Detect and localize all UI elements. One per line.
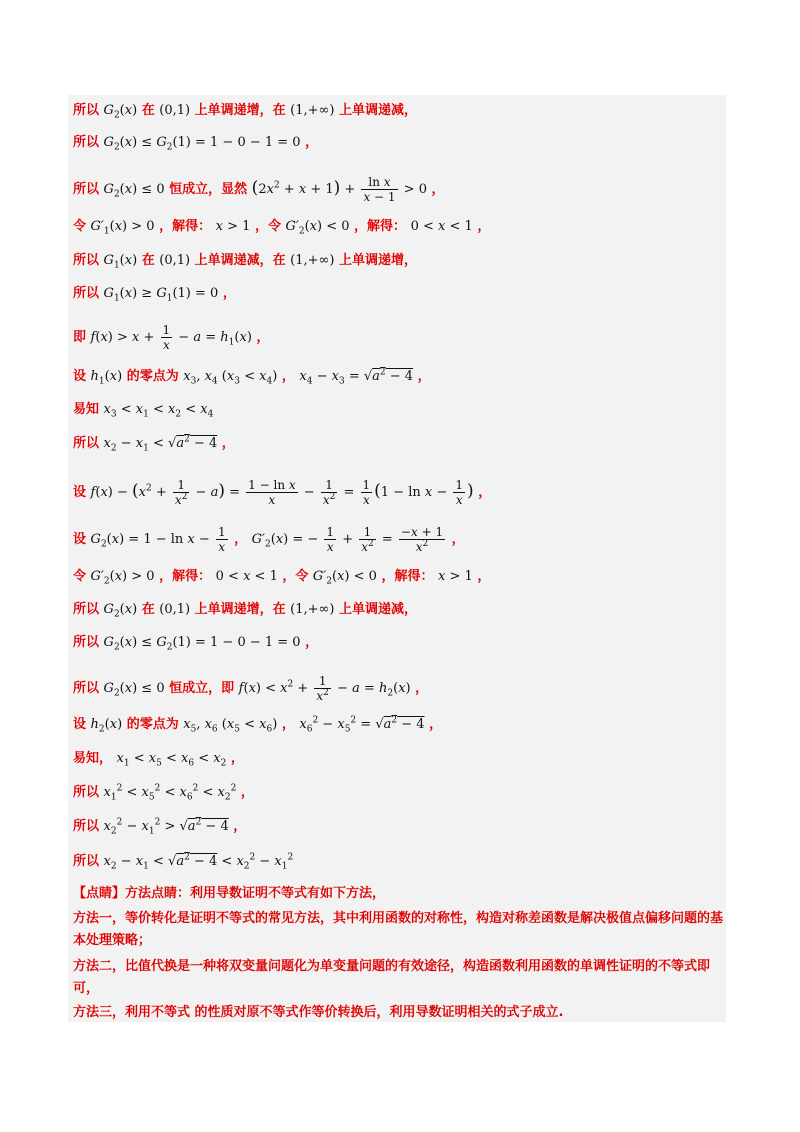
- line-18: [73, 750, 244, 768]
- math: $x_4 - x_3 = √a^2 - 4$: [299, 367, 414, 387]
- line-20: [73, 818, 246, 836]
- text: 上单调递减，: [338, 602, 417, 617]
- text: 恒成立，即: [169, 681, 235, 696]
- text: 上单调递减，在: [194, 253, 286, 268]
- text: 的零点为: [126, 717, 179, 732]
- line-3: [73, 175, 445, 204]
- math: $G'_2(x)$ = − $\frac{1}{x}$ + $\frac{1}{x^2}$ = $\frac{-x + 1}{x^2}$: [251, 525, 444, 554]
- math: f(x) > x + $\frac{1}{x}$ − $a = h_1(x)$: [90, 323, 252, 352]
- line-2: [73, 134, 318, 152]
- math: $h_1(x)$: [90, 369, 123, 387]
- text: ，: [221, 436, 235, 451]
- line-8: [73, 368, 431, 386]
- math: (0,1): [159, 602, 191, 617]
- line-7: [73, 323, 269, 352]
- math: $G_2(x) \le 0$: [103, 681, 165, 699]
- math: $G'_1(x) > 0$: [90, 219, 155, 237]
- comment-heading: 【点睛】方法点睛：利用导数证明不等式有如下方法，: [73, 886, 386, 901]
- line-14: [73, 601, 417, 619]
- text: ，: [256, 330, 270, 345]
- math: $f(x) - (x^2$ + $\frac{1}{x^2}$ − a) = $\frac{\text{1 − ln x}}{x}$ − $\frac{1}{x^2}$ = $\frac{1}{x}$ (1 − ln x − $\frac{1}{x}$ ): [90, 478, 474, 507]
- text: 所以: [73, 436, 100, 451]
- text: 在: [141, 602, 155, 617]
- text: ，: [417, 369, 431, 384]
- text: ，令: [282, 569, 309, 584]
- text: 所以: [73, 253, 100, 268]
- math: $(2x^2 + x + 1)$ + $\frac{\text{ln x}}{x - 1}$ > 0: [251, 175, 427, 204]
- line-13: [73, 568, 490, 586]
- math: $G_2(x)$: [103, 103, 138, 121]
- math: $G_1(x)$: [103, 253, 138, 271]
- text: ，令: [254, 219, 281, 234]
- math: x > 1: [215, 219, 251, 234]
- math: $G_1(x) \ge G_1(1) = 0$: [103, 286, 219, 304]
- math: $x_3$, $x_4$ $(x_3 < x_4)$: [183, 369, 278, 387]
- text: ，: [233, 819, 247, 834]
- text: 即: [73, 330, 87, 345]
- math: $x_5$, $x_6$ $(x_5 < x_6)$: [183, 717, 278, 735]
- text: 上单调递增，: [338, 253, 417, 268]
- text: 令: [73, 569, 87, 584]
- text: 令: [73, 219, 87, 234]
- text: 设: [73, 717, 87, 732]
- text: ，: [230, 751, 244, 766]
- math: $G'_2(x) < 0$: [312, 569, 377, 587]
- text: 易知: [73, 402, 100, 417]
- line-21: [73, 853, 293, 871]
- line-19: [73, 784, 254, 802]
- math: $h_2(x)$: [90, 717, 123, 735]
- comment-method-3: 方法三，利用不等式 的性质对原不等式作等价转换后，利用导数证明相关的式子成立.: [73, 1005, 564, 1020]
- line-4: [73, 218, 490, 236]
- math: (1,+∞): [290, 103, 335, 118]
- text: 设: [73, 369, 87, 384]
- text: 所以: [73, 819, 100, 834]
- text: ，解得：: [159, 219, 212, 234]
- text: 所以: [73, 135, 100, 150]
- line-11: [73, 478, 491, 507]
- math: $x_1 < x_5 < x_6 < x_2$: [116, 751, 227, 769]
- line-15: [73, 634, 318, 652]
- math: $G'_2(x) < 0$: [285, 219, 350, 237]
- text: 所以: [73, 681, 100, 696]
- text: ，: [477, 569, 491, 584]
- line-1: [73, 102, 417, 120]
- math: x > 1: [438, 569, 473, 584]
- math: $G_2(x) \le G_2(1) = 1 - 0 - 1 = 0$: [103, 635, 301, 653]
- math: $x_2 - x_1 < √a^2 - 4$: [103, 434, 218, 454]
- math: (0,1): [159, 103, 191, 118]
- math: $x_1^2 < x_5^2 < x_6^2 < x_2^2$: [103, 783, 237, 803]
- text: 上单调递增，在: [194, 103, 286, 118]
- text: ，: [281, 369, 295, 384]
- text: ，: [281, 717, 295, 732]
- text: ，: [431, 182, 445, 197]
- math: (1,+∞): [290, 602, 335, 617]
- line-12: [73, 525, 465, 554]
- text: ，: [305, 135, 319, 150]
- text: 所以: [73, 103, 100, 118]
- comment-method-1: 方法一，等价转化是证明不等式的常见方法，其中利用函数的对称性，构造对称差函数是解决极值点偏移问题的基本处理策略；: [73, 911, 724, 948]
- text: ，: [234, 532, 248, 547]
- comment-method-2: 方法二，比值代换是一种将双变量问题化为单变量问题的有效途径，构造函数利用函数的单调性证明的不等式即可，: [73, 959, 711, 996]
- line-17: [73, 716, 442, 734]
- text: 在: [141, 253, 155, 268]
- math: $x_2^2 - x_1^2 > √a^2 - 4$: [103, 817, 229, 837]
- math: $f(x) < x^2$ + $\frac{1}{x^2}$ − $a = h_2(x)$: [238, 674, 411, 703]
- line-10: [73, 435, 235, 453]
- text: ，: [477, 219, 491, 234]
- text: 易知，: [73, 751, 113, 766]
- text: ，: [451, 532, 465, 547]
- line-6: [73, 285, 236, 303]
- math: $G_2(x) \le 0$: [103, 182, 165, 200]
- text: 所以: [73, 635, 100, 650]
- math: $G_2(x) \le G_2(1) = 1 - 0 - 1 = 0$: [103, 135, 301, 153]
- line-5: [73, 252, 417, 270]
- line-9: [73, 401, 213, 419]
- text: 所以: [73, 785, 100, 800]
- text: 所以: [73, 286, 100, 301]
- text: 所以: [73, 854, 100, 869]
- math: $G'_2(x) > 0$: [90, 569, 155, 587]
- line-16: [73, 674, 428, 703]
- text: 上单调递减，: [338, 103, 417, 118]
- text: 的零点为: [126, 369, 179, 384]
- text: ，: [222, 286, 236, 301]
- math: $x_3 < x_1 < x_2 < x_4$: [103, 402, 214, 420]
- text: 设: [73, 532, 87, 547]
- math: $x_2 - x_1 < √a^2 - 4 < x_2^2 - x_1^2$: [103, 852, 294, 872]
- text: ，解得：: [354, 219, 407, 234]
- text: ，: [305, 635, 319, 650]
- math: $G_2(x) = 1 - \ln x$ − $\frac{1}{x}$: [90, 525, 226, 554]
- math: $G_2(x)$: [103, 602, 138, 620]
- math: $x_6^2 - x_5^2 = √a^2 - 4$: [299, 715, 425, 735]
- text: ，: [429, 717, 443, 732]
- math: (1,+∞): [290, 253, 335, 268]
- text: ，: [240, 785, 254, 800]
- text: 所以: [73, 182, 100, 197]
- text: 上单调递增，在: [194, 602, 286, 617]
- text: 在: [141, 103, 155, 118]
- text: ，: [415, 681, 429, 696]
- text: 恒成立，显然: [169, 182, 248, 197]
- text: 设: [73, 485, 87, 500]
- math: 0 < x < 1: [215, 569, 278, 584]
- text: ，解得：: [159, 569, 212, 584]
- math: 0 < x < 1: [410, 219, 473, 234]
- math: (0,1): [159, 253, 191, 268]
- text: 所以: [73, 602, 100, 617]
- text: ，解得：: [381, 569, 434, 584]
- text: ，: [478, 485, 492, 500]
